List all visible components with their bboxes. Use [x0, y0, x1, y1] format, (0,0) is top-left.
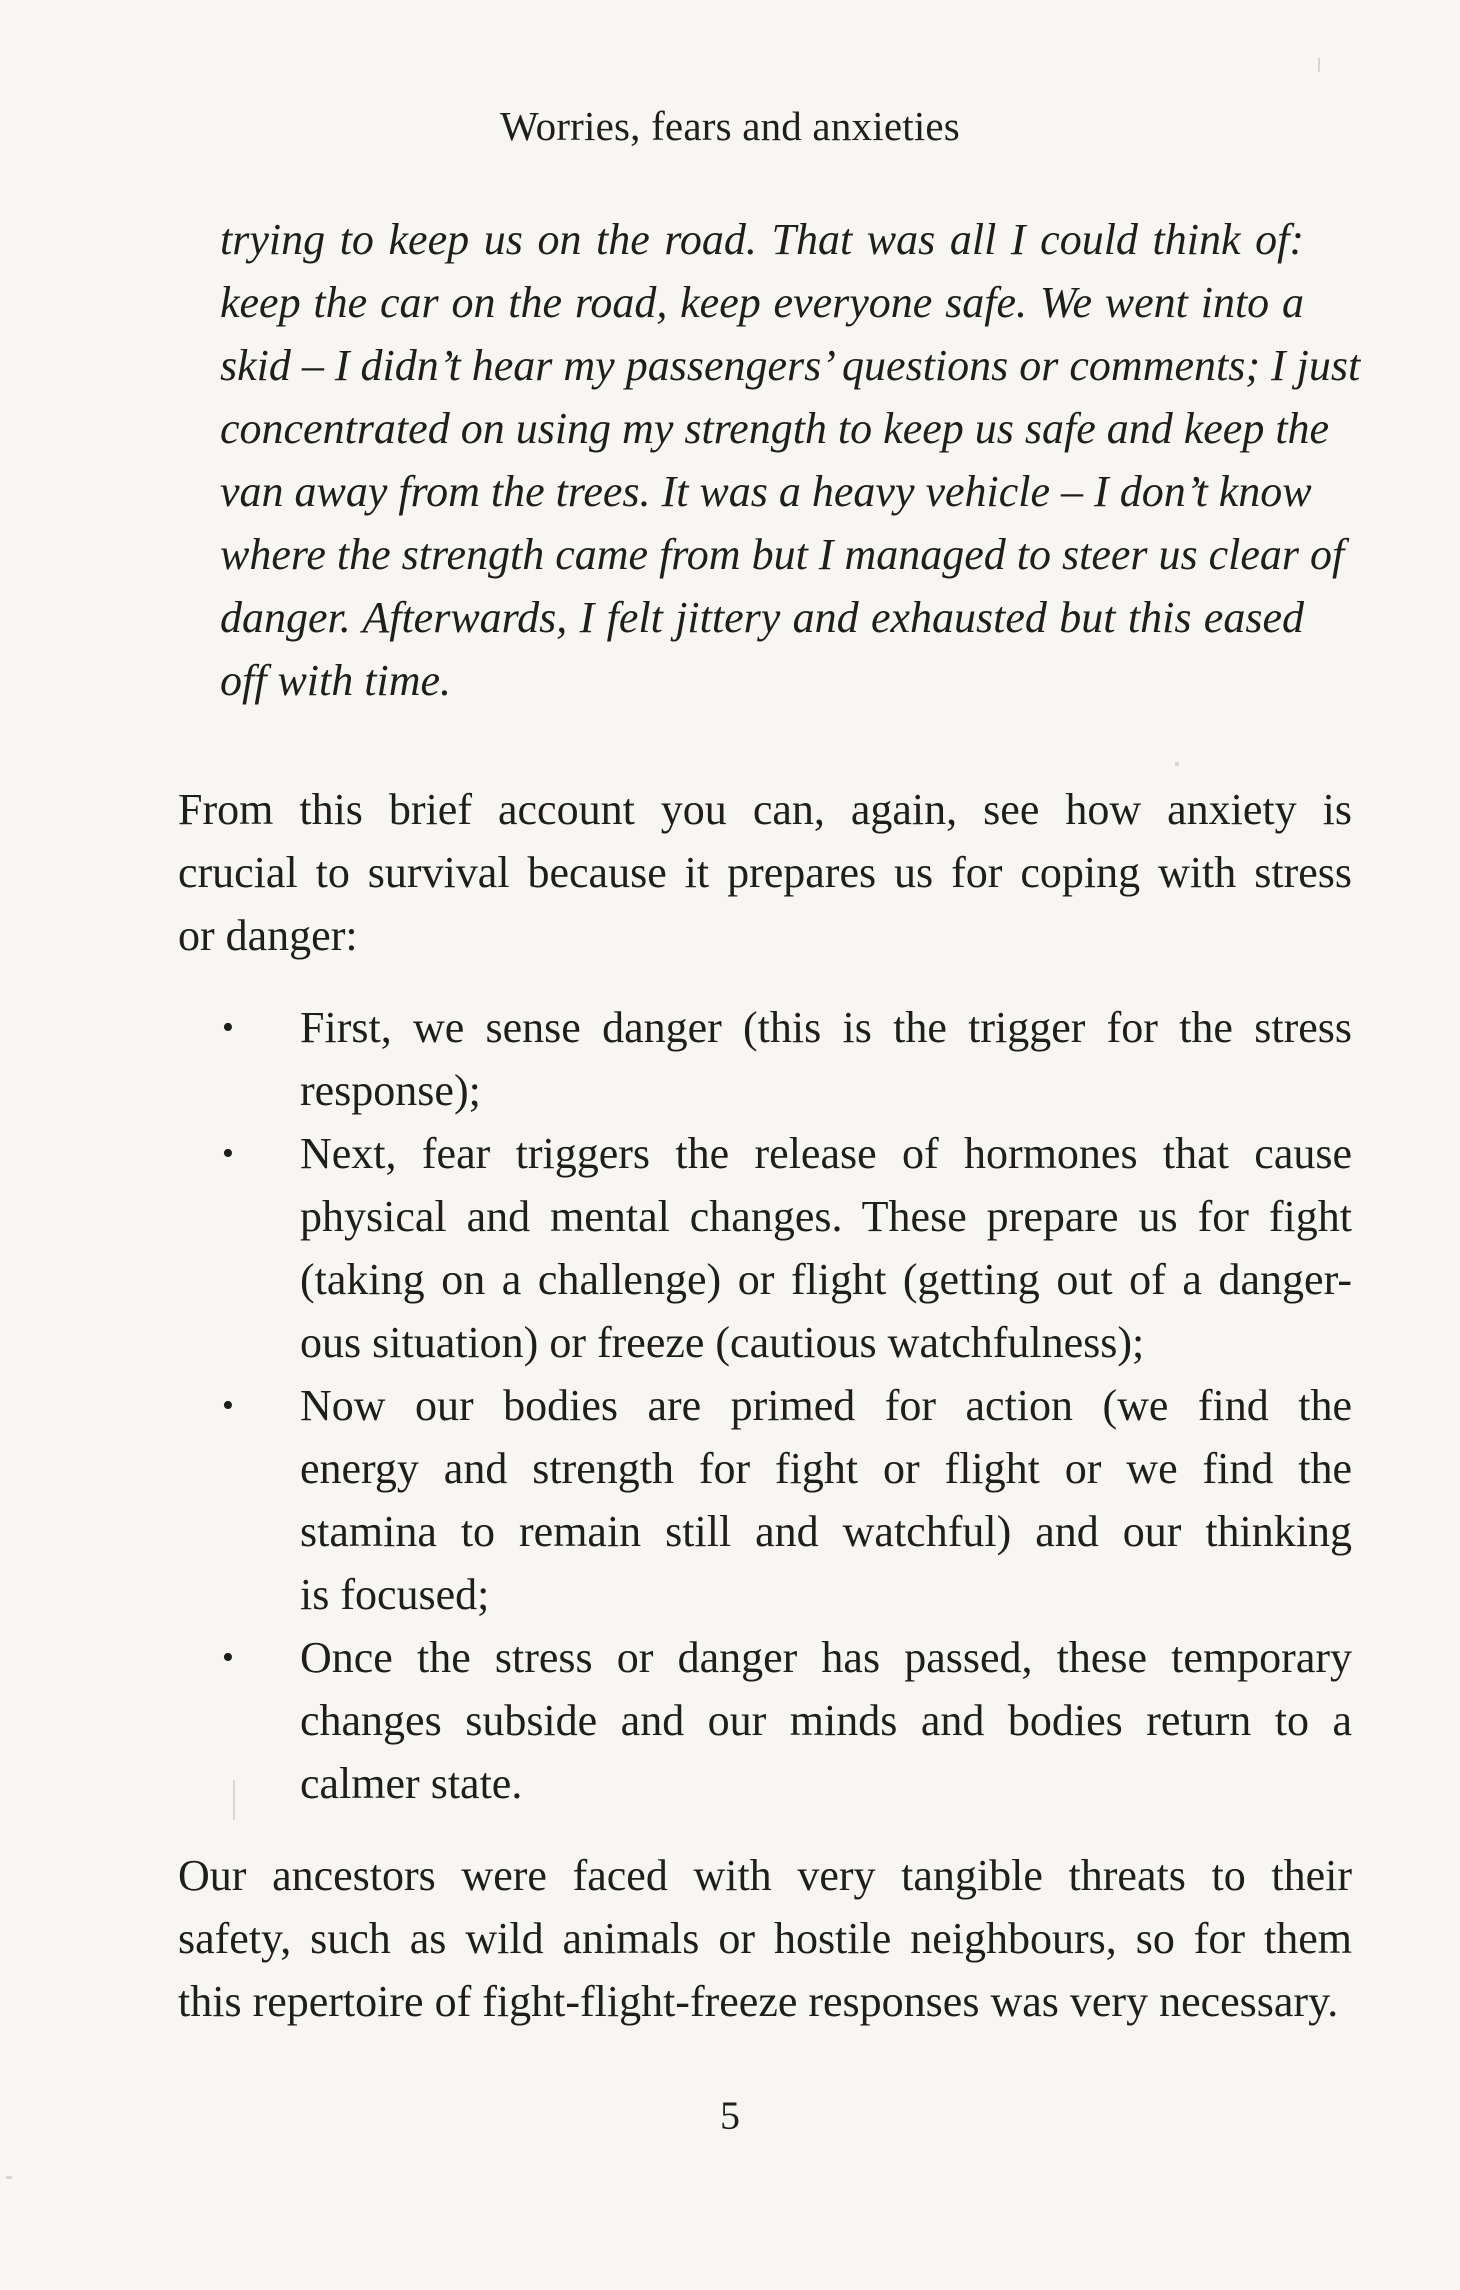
bullet-line: response);: [300, 1066, 481, 1115]
paragraph-line: safety, such as wild animals or hostile neighbours, so for them: [178, 1914, 1352, 1963]
bullet-item: [178, 996, 1352, 1122]
extract-line: off with time.: [220, 656, 451, 705]
bullet-line: calmer state.: [300, 1759, 523, 1808]
bullet-line: is focused;: [300, 1570, 490, 1619]
extract-line: where the strength came from but I managed to steer us clear of: [220, 530, 1345, 579]
bullet-item: [178, 1122, 1352, 1374]
extract-line: concentrated on using my strength to keep us safe and keep the: [220, 404, 1330, 453]
extract-line: keep the car on the road, keep everyone safe. We went into a: [220, 278, 1304, 327]
bullet-line: changes subside and our minds and bodies return to a: [300, 1696, 1352, 1745]
bullet-line: stamina to remain still and watchful) and our thinking: [300, 1507, 1352, 1556]
italic-extract: [220, 208, 1361, 712]
running-head: Worries, fears and anxieties: [500, 103, 960, 149]
bullet-line: Now our bodies are primed for action (we find the: [300, 1381, 1352, 1430]
paragraph-line: this repertoire of fight-flight-freeze responses was very necessary.: [178, 1977, 1339, 2026]
scan-speck: [6, 2176, 12, 2179]
paragraph-intro: [178, 778, 1352, 967]
paragraph-ancestors: [178, 1844, 1352, 2033]
bullet-item: [178, 1626, 1352, 1815]
bullet-line: physical and mental changes. These prepare us for fight: [300, 1192, 1352, 1241]
extract-line: van away from the trees. It was a heavy vehicle – I don’t know: [220, 467, 1312, 516]
bullet-line: ous situation) or freeze (cautious watchfulness);: [300, 1318, 1145, 1367]
bullet-marker: •: [222, 1639, 234, 1676]
bullet-item: [178, 1374, 1352, 1626]
bullet-line: Once the stress or danger has passed, these temporary: [300, 1633, 1352, 1682]
bullet-line: First, we sense danger (this is the trigger for the stress: [300, 1003, 1352, 1052]
extract-line: danger. Afterwards, I felt jittery and exhausted but this eased: [220, 593, 1304, 642]
paragraph-line: Our ancestors were faced with very tangible threats to their: [178, 1851, 1352, 1900]
paragraph-line: crucial to survival because it prepares us for coping with stress: [178, 848, 1352, 897]
page-number: 5: [720, 2093, 740, 2138]
extract-line: skid – I didn’t hear my passengers’ questions or comments; I just: [220, 341, 1361, 390]
extract-line: trying to keep us on the road. That was all I could think of:: [220, 215, 1304, 264]
paragraph-line: From this brief account you can, again, see how anxiety is: [178, 785, 1352, 834]
bullet-line: Next, fear triggers the release of hormones that cause: [300, 1129, 1352, 1178]
scan-speck: [1175, 762, 1179, 766]
bullet-list: [178, 996, 1352, 1815]
paragraph-line: or danger:: [178, 911, 358, 960]
bullet-line: (taking on a challenge) or flight (getting out of a danger-: [300, 1255, 1352, 1304]
bullet-marker: •: [222, 1387, 234, 1424]
bullet-marker: •: [222, 1135, 234, 1172]
scan-speck: [233, 1780, 235, 1820]
bullet-marker: •: [222, 1009, 234, 1046]
bullet-line: energy and strength for fight or flight or we find the: [300, 1444, 1352, 1493]
scan-speck: [1318, 58, 1320, 72]
